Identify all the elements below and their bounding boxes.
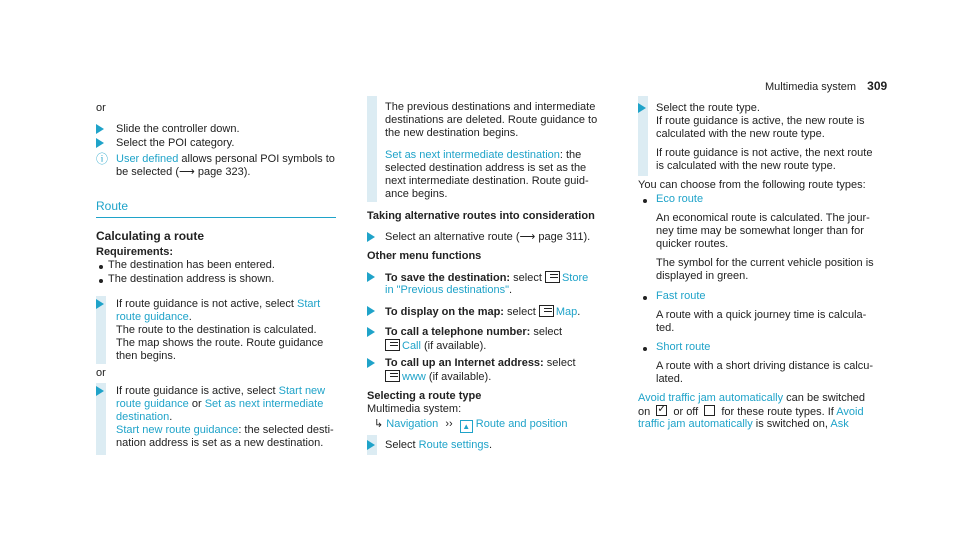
step-text: is calculated with the new route type. [656,160,836,172]
call-link[interactable]: Call [402,340,421,352]
route-type-heading: Selecting a route type [367,390,482,402]
step-arrow-icon [367,358,375,368]
user-defined-link[interactable]: User defined [116,153,179,165]
step-text: in "Previous destinations". [385,284,513,296]
requirements-label: Requirements: [96,246,174,258]
para-text: A route with a short driving distance is calcu- [656,360,874,372]
para-text: ance begins. [385,188,448,200]
step-arrow-icon [638,103,646,113]
step-text: To save the destination: select Store [385,272,589,284]
step-text: Call (if available). [385,339,486,353]
requirement-item: The destination address is shown. [108,273,275,285]
step-text: To call a telephone number: select [385,326,563,338]
para-text: destinations are deleted. Route guidance to [385,114,598,126]
route-and-position-link[interactable]: Route and position [475,418,568,430]
step-text: Slide the controller down. [116,123,240,135]
step-text: Select Route settings. [385,439,493,451]
traffic-jam-automatically-link[interactable]: traffic jam automatically [638,418,753,430]
step-text: route guidance or Set as next intermediate [116,398,324,410]
step-arrow-icon [96,124,104,134]
para-text: An economical route is calculated. The jour- [656,212,870,224]
route-guidance-link[interactable]: route guidance [116,398,189,410]
set-next-intermediate-destination-link[interactable]: Set as next intermediate destination [385,149,560,161]
para-text: quicker routes. [656,238,729,250]
short-route-link[interactable]: Short route [656,341,711,353]
para-text: The previous destinations and intermediate [385,101,596,113]
bullet [99,265,103,269]
step-text: Select an alternative route (⟶ page 311). [385,231,591,243]
para-text: the new destination begins. [385,127,519,139]
info-icon: ⓘ [96,152,109,166]
menu-icon [545,271,560,283]
start-new-route-guidance-link[interactable]: Start new route guidance [116,424,239,436]
bullet [643,347,647,351]
section-rule [96,217,336,218]
navigation-link[interactable]: Navigation [386,418,439,430]
step-arrow-icon [367,327,375,337]
step-bar [367,96,377,202]
step-arrow-icon [96,138,104,148]
step-text: www (if available). [385,370,491,384]
step-text: The map shows the route. Route guidance [116,337,324,349]
step-text: Select the route type. [656,102,760,114]
menu-icon [539,305,554,317]
requirement-item: The destination has been entered. [108,259,275,271]
para-text: ted. [656,322,675,334]
para-text: Set as next intermediate destination: the [385,149,582,161]
calc-heading: Calculating a route [96,229,205,243]
double-chevron-icon: ›› [445,418,453,430]
ask-link[interactable]: Ask [830,418,849,430]
step-text: destination. [116,411,173,423]
bullet [99,279,103,283]
bullet [643,199,647,203]
step-arrow-icon [367,232,375,242]
step-text: route guidance. [116,311,192,323]
alt-heading: Taking alternative routes into consideration [367,210,595,222]
or-text: or [96,102,106,114]
para-text: ney time may be somewhat longer than for [656,225,864,237]
menu-path [374,418,568,433]
avoid-traffic-jam-link[interactable]: Avoid traffic jam automatically [638,392,784,404]
page-ref-arrow-icon: ⟶ [519,231,536,243]
step-text: nation address is set as a new destination. [116,437,324,449]
step-arrow-icon [367,306,375,316]
map-link[interactable]: Map [555,306,578,318]
para-text: A route with a quick journey time is calcula- [656,309,867,321]
step-arrow-icon [367,272,375,282]
info-text-2: be selected (⟶ page 323). [116,166,251,178]
fast-route-link[interactable]: Fast route [656,290,706,302]
para-text: lated. [656,373,683,385]
para-text: traffic jam automatically is switched on, Ask [638,418,849,430]
mm-system-label: Multimedia system: [367,403,462,415]
menu-icon [385,370,400,382]
eco-route-link[interactable]: Eco route [656,193,704,205]
para-text: displayed in green. [656,270,749,282]
submenu-arrow-icon: ↳ [374,418,384,430]
step-text: If route guidance is not active, select Start [116,298,321,310]
para-text: next intermediate destination. Route guid- [385,175,589,187]
step-text: If route guidance is not active, the next route [656,147,873,159]
avoid-link[interactable]: Avoid [836,406,864,418]
store-link[interactable]: Store [561,272,589,284]
step-text: To call up an Internet address: select [385,357,576,369]
step-text: If route guidance is active, select Start new [116,385,326,397]
section-heading: Route [96,199,129,213]
start-route-guidance-link[interactable]: Start [297,298,321,310]
navigation-arrow-icon: ▲ [460,420,473,433]
para-text: The symbol for the current vehicle position is [656,257,874,269]
route-settings-link[interactable]: Route settings [418,439,489,451]
checked-checkbox-icon [656,405,667,416]
para-text: You can choose from the following route types: [638,179,866,191]
destination-link[interactable]: destination [116,411,170,423]
www-link[interactable]: www [402,371,426,383]
unchecked-checkbox-icon [704,405,715,416]
step-arrow-icon [367,440,375,450]
para-text: on ✓ or off for these route types. If Avoid [638,405,864,419]
step-text: calculated with the new route type. [656,128,825,140]
page-number: 309 [867,79,888,93]
para-text: selected destination address is set as the [385,162,587,174]
step-text: Select the POI category. [116,137,235,149]
info-text: User defined allows personal POI symbols to [116,153,335,165]
route-guidance-link[interactable]: route guidance [116,311,189,323]
bullet [643,296,647,300]
page-ref-arrow-icon: ⟶ [178,166,195,178]
step-text: then begins. [116,350,176,362]
step-text: Start new route guidance: the selected desti- [116,424,334,436]
step-text: The route to the destination is calculated. [116,324,317,336]
previous-destinations-link[interactable]: in "Previous destinations" [385,284,509,296]
step-text: To display on the map: select Map. [385,306,581,318]
step-text: If route guidance is active, the new route is [656,115,865,127]
menu-icon [385,339,400,351]
page-header [765,80,887,94]
step-arrow-icon [96,386,104,396]
para-text: Avoid traffic jam automatically can be switched [638,392,866,404]
set-next-intermediate-link[interactable]: Set as next intermediate [204,398,324,410]
start-new-link[interactable]: Start new [278,385,326,397]
or-text: or [96,367,106,379]
step-arrow-icon [96,299,104,309]
header-title: Multimedia system [765,81,857,93]
other-heading: Other menu functions [367,250,482,262]
